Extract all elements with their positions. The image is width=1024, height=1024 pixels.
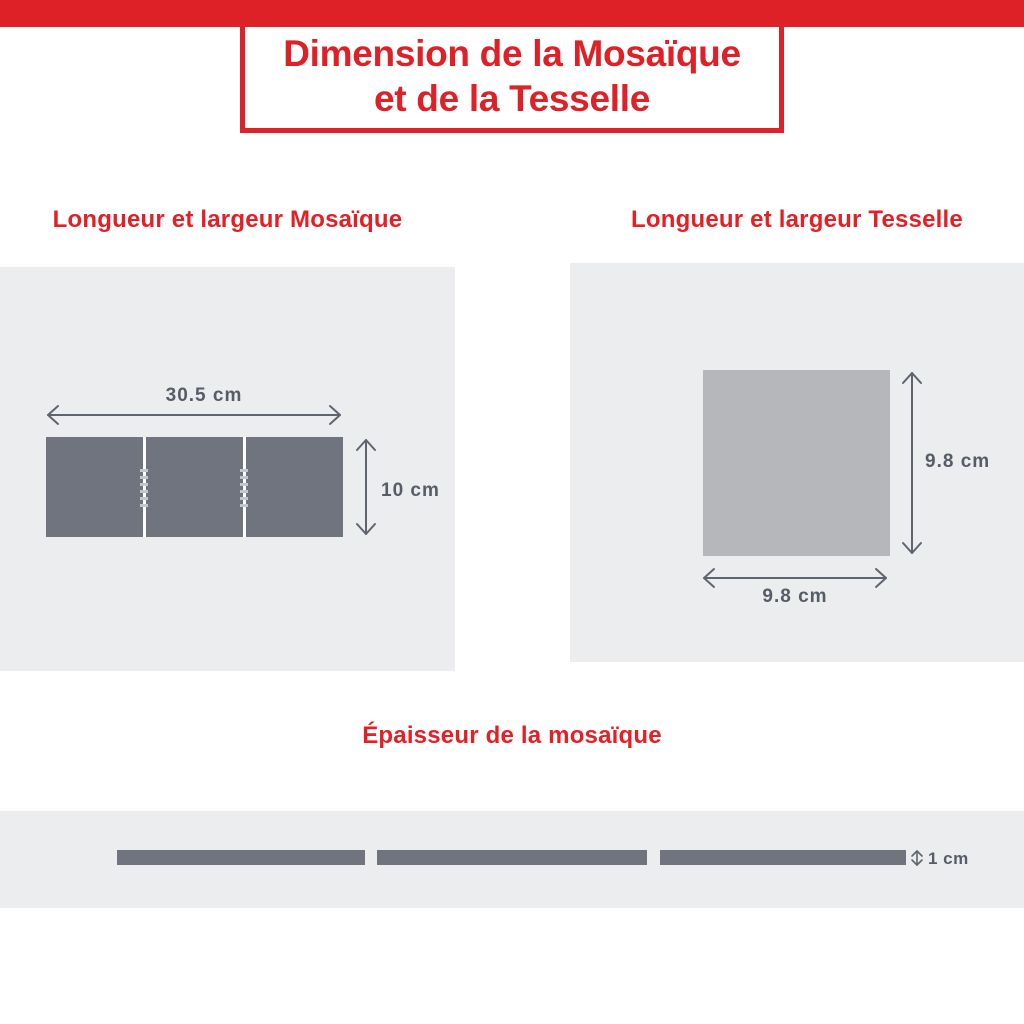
tile-joint-dashes	[140, 469, 148, 507]
mosaic-section-heading: Longueur et largeur Mosaïque	[52, 206, 403, 233]
thickness-strip	[377, 850, 647, 865]
header-red-bar	[0, 0, 1024, 27]
page-title-line2: et de la Tesselle	[374, 77, 650, 119]
tessera-section-heading: Longueur et largeur Tesselle	[631, 206, 963, 233]
thickness-arrow-icon	[910, 849, 924, 867]
mosaic-width-arrow-icon	[44, 404, 344, 426]
thickness-strip	[117, 850, 365, 865]
mosaic-tile	[46, 437, 143, 537]
mosaic-tile	[246, 437, 343, 537]
tessera-square	[703, 370, 890, 556]
mosaic-tile-row	[46, 437, 343, 537]
thickness-strip	[660, 850, 906, 865]
tessera-height-arrow-icon	[901, 369, 923, 557]
mosaic-height-arrow-icon	[355, 436, 377, 538]
mosaic-width-label: 30.5 cm	[165, 385, 243, 406]
tile-joint-dashes	[240, 469, 248, 507]
mosaic-tile	[146, 437, 243, 537]
thickness-section-heading: Épaisseur de la mosaïque	[362, 722, 662, 749]
thickness-label: 1 cm	[928, 849, 969, 868]
page-title-line1: Dimension de la Mosaïque	[283, 32, 741, 74]
tessera-width-label: 9.8 cm	[762, 586, 828, 607]
mosaic-height-label: 10 cm	[381, 480, 440, 501]
tessera-height-label: 9.8 cm	[925, 451, 991, 472]
